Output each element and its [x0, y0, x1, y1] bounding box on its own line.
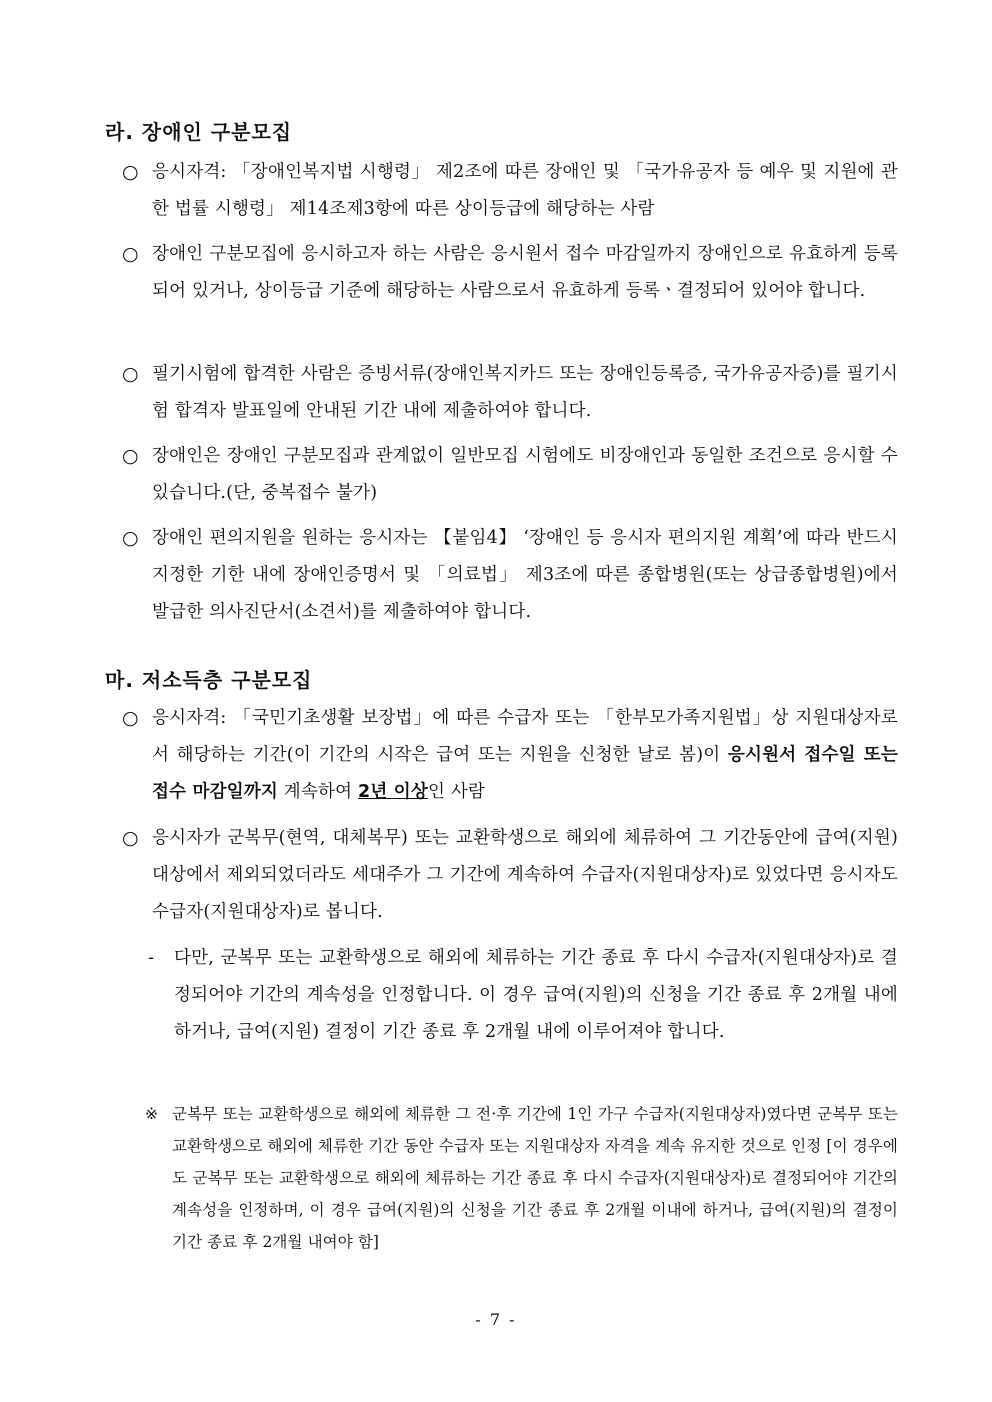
sub-item-text: 다만, 군복무 또는 교환학생으로 해외에 체류하는 기간 종료 후 다시 수급자(지원대상자)로 결정되어야 기간의 계속성을 인정합니다. 이 경우 급여(지원)의 신청을 기간 종료 후 2개월 내에 하거나, 급여(지원) 결정이 기간 종료 후 2개월 내에 이루어져야 합니다. — [174, 948, 898, 1042]
circle-bullet-icon: ○ — [122, 161, 139, 183]
list-item — [122, 154, 898, 228]
item-text: 장애인 구분모집에 응시하고자 하는 사람은 응시원서 접수 마감일까지 장애인으로 유효하게 등록되어 있거나, 상이등급 기준에 해당하는 사람으로서 유효하게 등록ㆍ결정되어 있어야 합니다. — [152, 244, 898, 301]
item-text: 응시자가 군복무(현역, 대체복무) 또는 교환학생으로 해외에 체류하여 그 기간동안에 급여(지원) 대상에서 제외되었더라도 세대주가 그 기간에 계속하여 수급자(지원대상자)로 있었다면 응시자도 수급자(지원대상자)로 봅니다. — [152, 828, 898, 922]
item-text: 장애인은 장애인 구분모집과 관계없이 일반모집 시험에도 비장애인과 동일한 조건으로 응시할 수 있습니다.(단, 중복접수 불가) — [152, 446, 898, 503]
list-item — [122, 356, 898, 430]
item-text-part: 인 사람 — [427, 782, 486, 802]
list-item — [122, 438, 898, 512]
circle-bullet-icon: ○ — [122, 527, 139, 549]
list-item — [122, 520, 898, 631]
page-number: - 7 - — [475, 1310, 517, 1329]
item-text — [152, 700, 898, 811]
item-text: 응시자격: 「장애인복지법 시행령」 제2조에 따른 장애인 및 「국가유공자 등 예우 및 지원에 관한 법률 시행령」 제14조제3항에 따른 상이등급에 해당하는 사람 — [152, 162, 898, 219]
list-item — [122, 236, 898, 310]
list-item — [122, 700, 898, 811]
item-text: 필기시험에 합격한 사람은 증빙서류(장애인복지카드 또는 장애인등록증, 국가유공자증)를 필기시험 합격자 발표일에 안내된 기간 내에 제출하여야 합니다. — [152, 364, 898, 421]
emphasis-duration: 2년 이상 — [357, 782, 428, 802]
item-text: 장애인 편의지원을 원하는 응시자는 【붙임4】 ‘장애인 등 응시자 편의지원 계획’에 따라 반드시 지정한 기한 내에 장애인증명서 및 「의료법」 제3조에 따른 종합병원(또는 상급종합병원)에서 발급한 의사진단서(소견서)를 제출하여야 합니다. — [152, 528, 898, 622]
reference-mark-icon: ※ — [145, 1105, 158, 1123]
circle-bullet-icon: ○ — [122, 445, 139, 467]
circle-bullet-icon: ○ — [122, 827, 139, 849]
section-heading-low-income: 마. 저소득층 구분모집 — [105, 668, 313, 692]
section-heading-disabled: 라. 장애인 구분모집 — [105, 120, 293, 144]
circle-bullet-icon: ○ — [122, 707, 139, 729]
circle-bullet-icon: ○ — [122, 363, 139, 385]
reference-note — [145, 1098, 898, 1258]
item-text-part: 응시자격: 「국민기초생활 보장법」에 따른 수급자 또는 「한부모가족지원법」상 지원대상자로서 해당하는 기간(이 기간의 시작은 급여 또는 지원을 신청한 날로 봄)이 — [152, 708, 898, 765]
note-text: 군복무 또는 교환학생으로 해외에 체류한 그 전·후 기간에 1인 가구 수급자(지원대상자)였다면 군복무 또는 교환학생으로 해외에 체류한 기간 동안 수급자 또는 지원대상자 자격을 계속 유지한 것으로 인정 [이 경우에도 군복무 또는 교환학생으로 해외에 체류하는 기간 종료 후 다시 수급자(지원대상자)로 결정되어야 기간의 계속성을 인정하며, 이 경우 급여(지원)의 신청을 기간 종료 후 2개월 이내에 하거나, 급여(지원)의 결정이 기간 종료 후 2개월 내여야 함] — [172, 1105, 898, 1251]
list-item — [122, 820, 898, 931]
circle-bullet-icon: ○ — [122, 243, 139, 265]
item-text-part: 계속하여 — [278, 782, 358, 802]
dash-bullet: - — [148, 948, 154, 968]
sub-list-item — [148, 940, 898, 1051]
emphasis-deadline: 응시원서 접수일 또는 접수 마감일까지 — [152, 745, 899, 802]
